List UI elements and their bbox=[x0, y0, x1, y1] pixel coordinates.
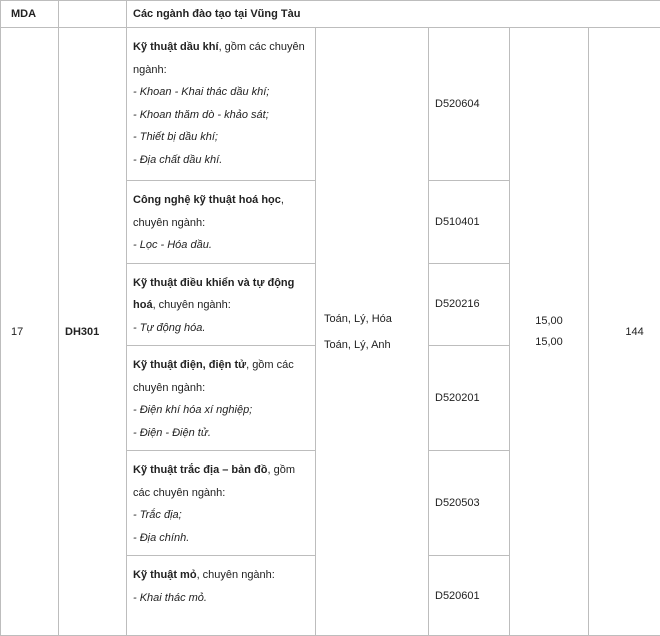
major-cell bbox=[127, 263, 316, 346]
major-cell bbox=[127, 556, 316, 636]
sub-major: - Khoan - Khai thác dầu khí; bbox=[133, 81, 309, 104]
major-title bbox=[133, 459, 309, 504]
score-value: 15,00 bbox=[510, 332, 588, 353]
major-code-cell: D520601 bbox=[429, 556, 510, 636]
major-code-cell: D520201 bbox=[429, 346, 510, 451]
major-cell bbox=[127, 346, 316, 451]
sub-major: - Thiết bị dầu khí; bbox=[133, 126, 309, 149]
major-title-bold: Công nghệ kỹ thuật hoá học bbox=[133, 194, 281, 206]
sub-major: - Địa chính. bbox=[133, 527, 309, 550]
sub-major: - Điện - Điện tử. bbox=[133, 422, 309, 445]
major-code-cell: D520503 bbox=[429, 451, 510, 556]
major-title bbox=[133, 36, 309, 81]
major-title bbox=[133, 189, 309, 234]
sub-major: - Tự động hóa. bbox=[133, 317, 309, 340]
sub-major: - Khai thác mỏ. bbox=[133, 587, 309, 610]
major-title-rest: , gồm các chuyên ngành: bbox=[133, 359, 294, 394]
subjects-cell bbox=[316, 28, 429, 636]
major-title-bold: Kỹ thuật mỏ bbox=[133, 569, 197, 581]
major-title-bold: Kỹ thuật trắc địa – bản đồ bbox=[133, 464, 267, 476]
major-title-bold: Kỹ thuật điều khiển và tự động hoá bbox=[133, 277, 294, 312]
header-blank bbox=[59, 1, 127, 28]
table-row bbox=[1, 28, 660, 181]
major-title bbox=[133, 564, 309, 587]
major-title bbox=[133, 272, 309, 317]
subject-combo: Toán, Lý, Anh bbox=[324, 332, 428, 358]
major-cell bbox=[127, 451, 316, 556]
school-code-cell: DH301 bbox=[59, 28, 127, 636]
table-header-row bbox=[1, 1, 660, 28]
sub-major: - Khoan thăm dò - khảo sát; bbox=[133, 104, 309, 127]
major-title bbox=[133, 354, 309, 399]
header-mda: MDA bbox=[1, 1, 59, 28]
major-title-rest: , chuyên ngành: bbox=[133, 194, 284, 229]
major-code-cell: D520216 bbox=[429, 263, 510, 346]
sub-major: - Địa chất dầu khí. bbox=[133, 149, 309, 172]
major-code-cell: D520604 bbox=[429, 28, 510, 181]
header-programs: Các ngành đào tạo tại Vũng Tàu bbox=[127, 1, 660, 28]
major-title-bold: Kỹ thuật dầu khí bbox=[133, 41, 219, 53]
major-cell bbox=[127, 181, 316, 264]
sub-major: - Điện khí hóa xí nghiệp; bbox=[133, 399, 309, 422]
quota-cell: 144 bbox=[589, 28, 660, 636]
mda-cell: 17 bbox=[1, 28, 59, 636]
subject-combo: Toán, Lý, Hóa bbox=[324, 306, 428, 332]
major-title-rest: , chuyên ngành: bbox=[197, 569, 275, 581]
sub-major: - Lọc - Hóa dầu. bbox=[133, 234, 309, 257]
major-cell bbox=[127, 28, 316, 181]
major-title-rest: , chuyên ngành: bbox=[153, 299, 231, 311]
score-value: 15,00 bbox=[510, 311, 588, 332]
sub-major: - Trắc địa; bbox=[133, 504, 309, 527]
major-title-rest: , gồm các chuyên ngành: bbox=[133, 41, 305, 76]
score-cell bbox=[510, 28, 589, 636]
major-title-rest: , gồm các chuyên ngành: bbox=[133, 464, 295, 499]
major-code-cell: D510401 bbox=[429, 181, 510, 264]
major-title-bold: Kỹ thuật điện, điện tử bbox=[133, 359, 246, 371]
